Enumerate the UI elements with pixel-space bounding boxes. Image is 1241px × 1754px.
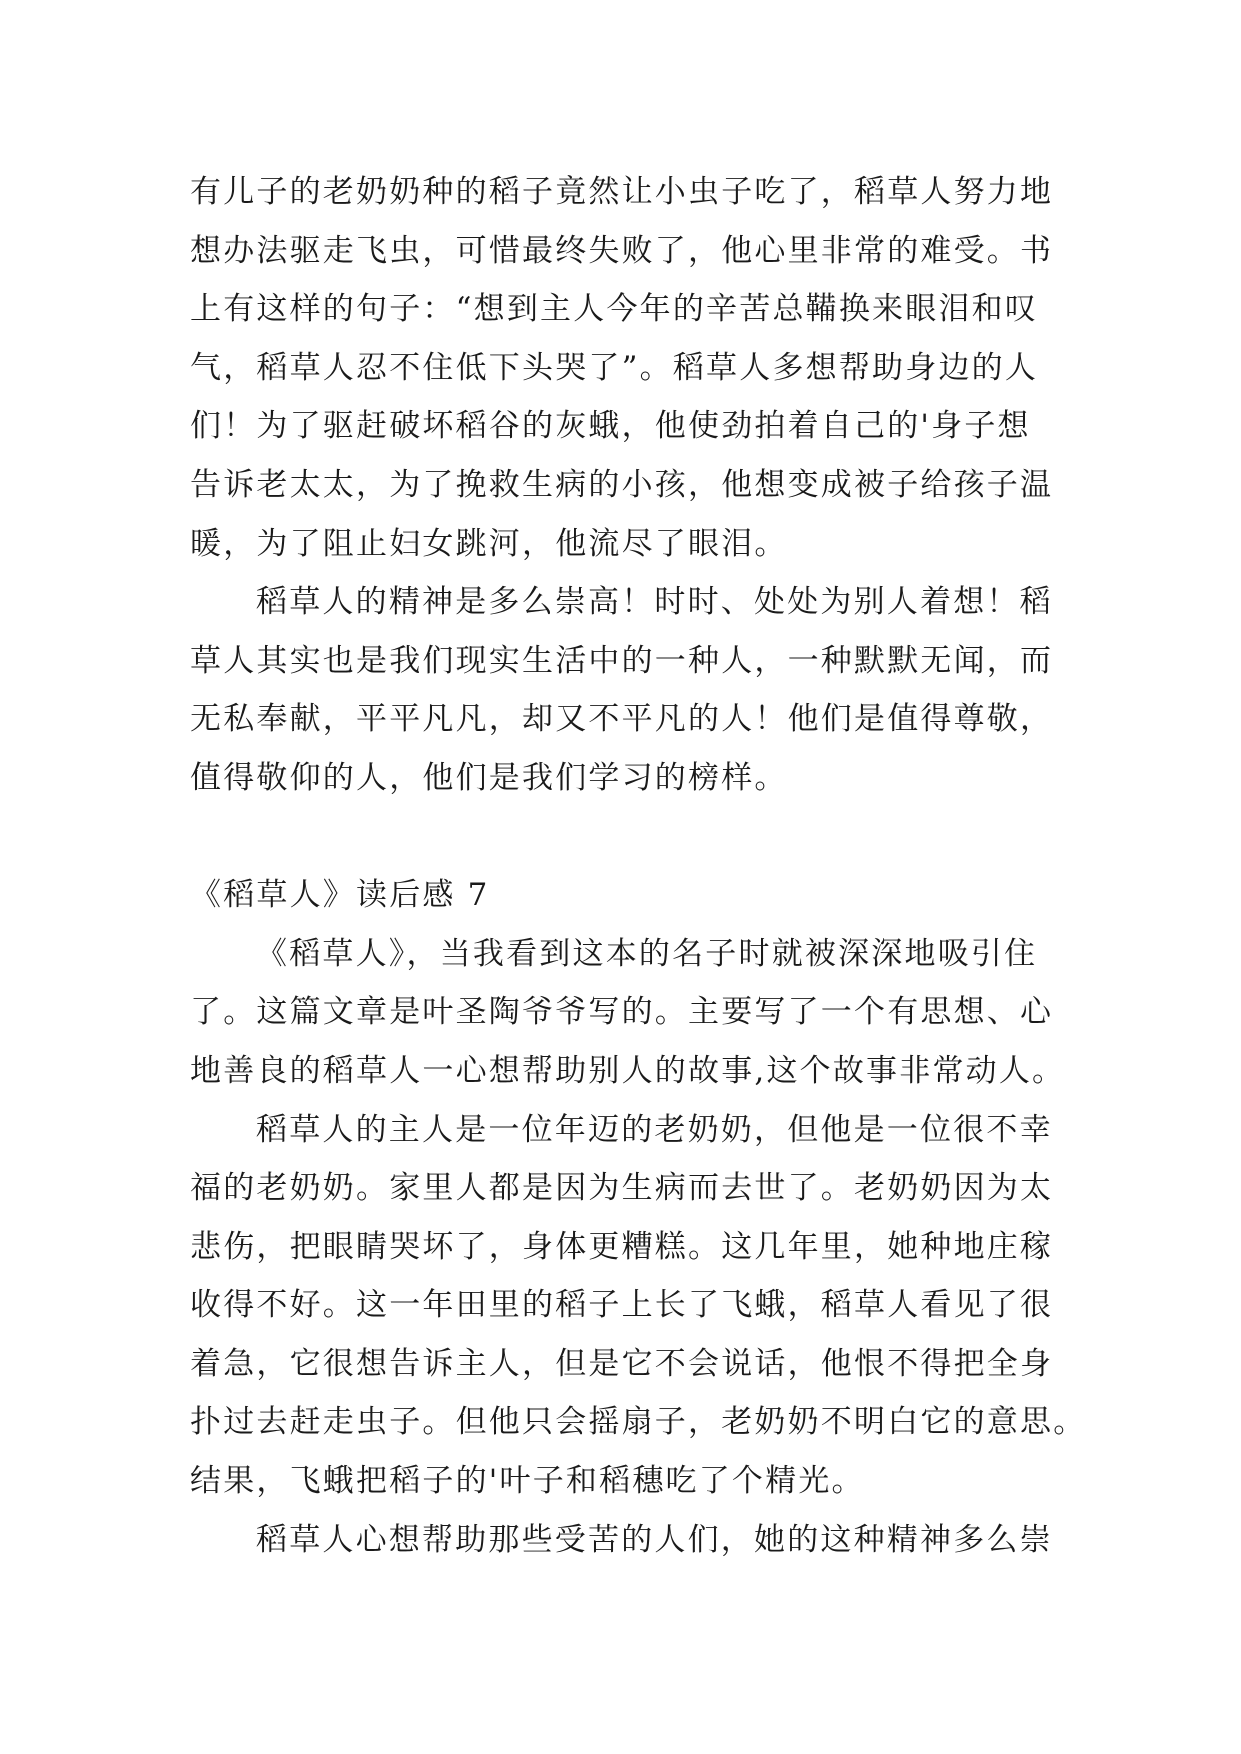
text-line: 扑过去赶走虫子。但他只会摇扇子，老奶奶不明白它的意思。 [190, 1404, 1087, 1441]
text-line: 福的老奶奶。家里人都是因为生病而去世了。老奶奶因为太 [190, 1170, 1054, 1207]
text-line: 暖，为了阻止妇女跳河，他流尽了眼泪。 [190, 525, 788, 562]
text-line: 了。这篇文章是叶圣陶爷爷写的。主要写了一个有思想、心 [190, 994, 1054, 1031]
text-line: 地善良的稻草人一心想帮助别人的故事,这个故事非常动人。 [190, 1052, 1066, 1089]
paragraph-3 [190, 925, 1070, 1101]
text-line: 想办法驱走飞虫，可惜最终失败了，他心里非常的难受。书 [190, 232, 1054, 269]
text-line: 悲伤，把眼睛哭坏了，身体更糟糕。这几年里，她种地庄稼 [190, 1228, 1054, 1265]
text-line: 值得敬仰的人，他们是我们学习的榜样。 [190, 759, 788, 796]
text-line: 们！为了驱赶破坏稻谷的灰蛾，他使劲拍着自己的'身子想 [190, 408, 1031, 445]
paragraph-5 [190, 1511, 1070, 1570]
text-line: 稻草人的主人是一位年迈的老奶奶，但他是一位很不幸 [256, 1111, 1053, 1148]
text-line: 收得不好。这一年田里的稻子上长了飞蛾，稻草人看见了很 [190, 1287, 1054, 1324]
paragraph-4 [190, 1101, 1087, 1511]
text-line: 上有这样的句子：“想到主人今年的辛苦总鞴换来眼泪和叹 [190, 291, 1039, 328]
text-line: 《稻草人》，当我看到这本的名子时就被深深地吸引住 [256, 935, 1038, 972]
text-line: 稻草人心想帮助那些受苦的人们，她的这种精神多么崇 [256, 1521, 1053, 1558]
text-line: 气，稻草人忍不住低下头哭了”。稻草人多想帮助身边的人 [190, 349, 1039, 386]
text-line: 告诉老太太，为了挽救生病的小孩，他想变成被子给孩子温 [190, 466, 1054, 503]
document-body [190, 163, 1087, 1569]
text-line: 着急，它很想告诉主人，但是它不会说话，他恨不得把全身 [190, 1345, 1054, 1382]
text-line: 无私奉献，平平凡凡，却又不平凡的人！他们是值得尊敬， [190, 701, 1054, 738]
text-line: 稻草人的精神是多么崇高！时时、处处为别人着想！稻 [256, 584, 1053, 621]
section-heading: 《稻草人》读后感 7 [190, 877, 490, 914]
text-line: 有儿子的老奶奶种的稻子竟然让小虫子吃了，稻草人努力地 [190, 174, 1054, 210]
blank-line [190, 808, 1070, 867]
paragraph-2 [190, 573, 1070, 807]
text-line: 结果，飞蛾把稻子的'叶子和稻穗吃了个精光。 [190, 1463, 865, 1500]
text-line: 草人其实也是我们现实生活中的一种人，一种默默无闻，而 [190, 642, 1054, 679]
paragraph-1 [190, 163, 1070, 573]
